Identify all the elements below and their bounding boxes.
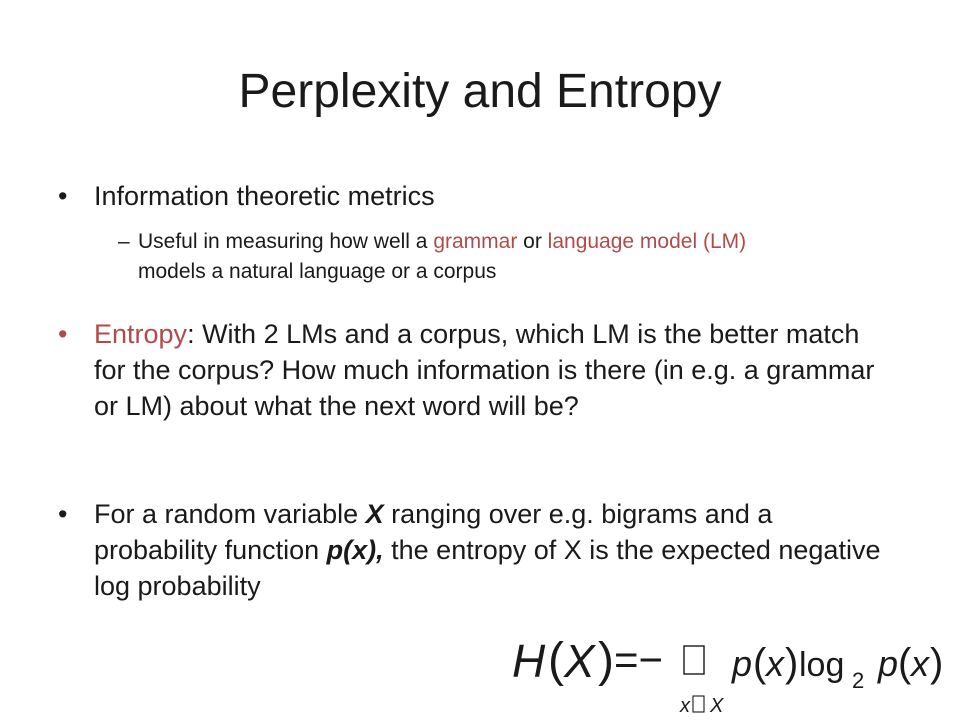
bullet-text: Information theoretic metrics — [94, 181, 435, 211]
formula-log-base: 2 — [852, 668, 865, 693]
text-segment: the entropy of X is the expected negative log probability — [94, 535, 881, 601]
formula-paren-open-3: ( — [898, 641, 912, 685]
formula-x2: x — [911, 643, 929, 684]
text-segment: models a natural language or a corpus — [138, 260, 497, 283]
sub-bullet-dash: – — [118, 230, 130, 253]
formula-paren-close: ) — [598, 634, 614, 687]
bullet-entropy — [58, 316, 898, 424]
bullet-text — [94, 496, 898, 604]
text-segment: or — [517, 230, 548, 253]
text-segment: ranging over e.g. bigrams and a probability function — [94, 499, 773, 565]
formula-p1: p — [732, 643, 753, 684]
formula-p2: p — [878, 643, 899, 684]
formula-paren-open-2: ( — [753, 641, 767, 685]
formula-paren-close-2: ) — [785, 641, 799, 685]
text-segment: For a random variable — [94, 499, 366, 529]
bullet-information-metrics — [58, 178, 898, 214]
variable-x: X — [365, 499, 384, 529]
bullet-dot: • — [58, 181, 68, 211]
slide-title: Perplexity and Entropy — [238, 65, 722, 118]
formula-paren-close-3: ) — [930, 641, 944, 685]
entropy-formula — [510, 632, 950, 716]
formula-paren-open: ( — [548, 634, 564, 687]
formula-subscript-set-x: X — [710, 695, 724, 716]
highlight-language-model: language model (LM) — [547, 230, 747, 253]
formula-x1: x — [766, 643, 784, 684]
formula-subscript-in-symbol — [693, 696, 704, 712]
formula-log: log — [799, 646, 845, 684]
bullet-dot: • — [58, 499, 68, 529]
formula-sum-symbol — [684, 646, 704, 674]
highlight-entropy: Entropy — [94, 319, 188, 349]
formula-x: X — [564, 635, 595, 687]
bullet-random-variable — [58, 496, 898, 604]
text-segment: Useful in measuring how well a — [138, 230, 434, 253]
bullet-text — [94, 316, 898, 424]
sub-bullet-text — [138, 227, 788, 287]
function-px: p(x), — [326, 535, 384, 565]
formula-h: H — [512, 635, 546, 687]
formula-equals-minus: =− — [614, 636, 664, 683]
sub-bullet-useful — [118, 227, 788, 287]
formula-subscript-x: x — [680, 695, 690, 716]
bullet-dot: • — [58, 319, 68, 349]
text-segment: : With 2 LMs and a corpus, which LM is the better match for the corpus? How much information is there (in e.g. a grammar or LM) about what the next word will be? — [94, 319, 875, 421]
highlight-grammar: grammar — [433, 230, 518, 253]
